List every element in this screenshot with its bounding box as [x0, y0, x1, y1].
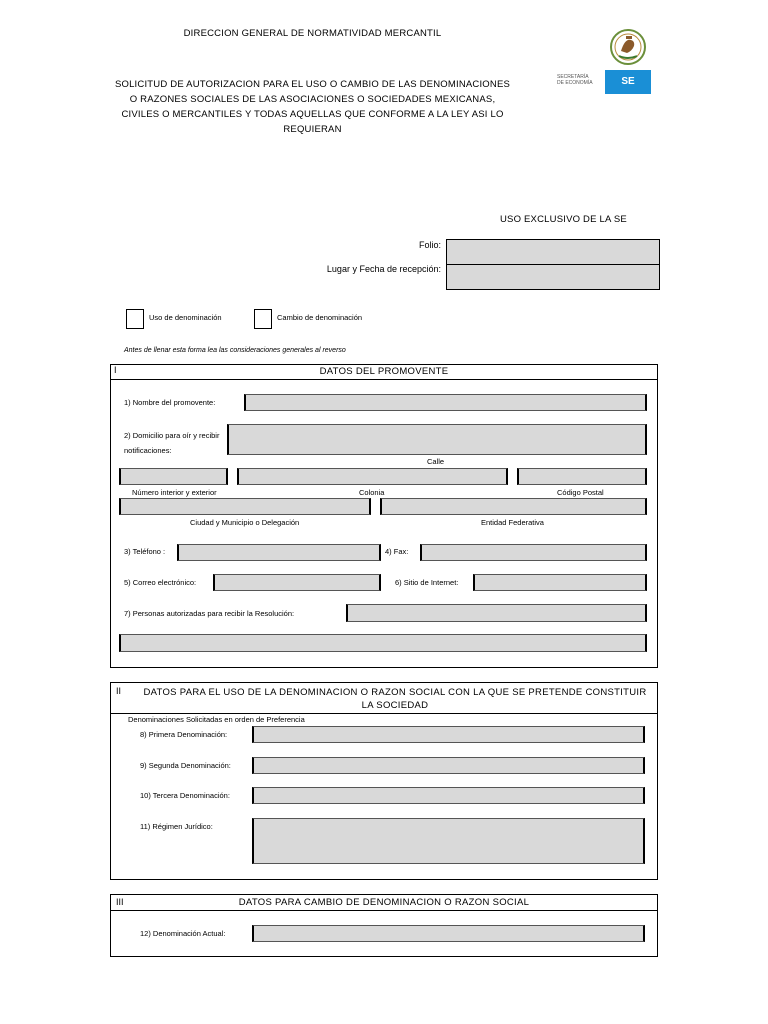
telefono-field[interactable]: [177, 544, 381, 561]
numero-field[interactable]: [119, 468, 228, 485]
lugar-fecha-field[interactable]: [447, 265, 659, 289]
notice-text: Antes de llenar esta forma lea las consideraciones generales al reverso: [124, 347, 346, 354]
ciudad-field[interactable]: [119, 498, 371, 515]
codigo-postal-field[interactable]: [517, 468, 647, 485]
section-2-number: II: [116, 686, 122, 696]
calle-label: Calle: [427, 457, 445, 466]
uso-denominacion-label: Uso de denominación: [149, 313, 222, 322]
cambio-denominacion-checkbox[interactable]: [254, 309, 272, 329]
uso-denominacion-checkbox[interactable]: [126, 309, 144, 329]
folio-field[interactable]: [447, 240, 659, 264]
title-line-4: REQUIERAN: [283, 124, 342, 135]
ciudad-label: Ciudad y Municipio o Delegación: [190, 518, 300, 527]
telefono-label: 3) Teléfono :: [124, 547, 166, 556]
title-line-3: CIVILES O MERCANTILES Y TODAS AQUELLAS QUE CONFORME A LA LEY ASI LO: [121, 109, 504, 120]
section-3-heading: DATOS PARA CAMBIO DE DENOMINACION O RAZON SOCIAL: [238, 897, 530, 908]
secretaria-text: SECRETARÍA DE ECONOMÍA: [557, 74, 593, 86]
codigo-postal-label: Código Postal: [557, 488, 604, 497]
colonia-label: Colonia: [359, 488, 385, 497]
title-line-2: O RAZONES SOCIALES DE LAS ASOCIACIONES O SOCIEDADES MEXICANAS,: [129, 94, 496, 105]
tercera-denominacion-label: 10) Tercera Denominación:: [140, 791, 230, 800]
section-3-number: III: [116, 897, 124, 907]
denominacion-actual-field[interactable]: [252, 925, 645, 942]
section-2-heading: DATOS PARA EL USO DE LA DENOMINACION O RAZON SOCIAL CON LA QUE SE PRETENDE CONSTITUIR LA SOCIEDAD: [143, 687, 647, 711]
cambio-denominacion-label: Cambio de denominación: [277, 313, 363, 322]
entidad-label: Entidad Federativa: [481, 518, 544, 527]
office-use-box: [446, 239, 660, 290]
folio-label: Folio:: [418, 240, 441, 250]
correo-field[interactable]: [213, 574, 381, 591]
denominacion-actual-label: 12) Denominación Actual:: [140, 929, 226, 938]
nombre-label: 1) Nombre del promovente:: [124, 398, 216, 407]
personas-autorizadas-field[interactable]: [346, 604, 647, 622]
title-line-1: SOLICITUD DE AUTORIZACION PARA EL USO O CAMBIO DE LAS DENOMINACIONES: [114, 79, 511, 90]
section-1-heading: DATOS DEL PROMOVENTE: [319, 366, 449, 377]
denominaciones-sub-label: Denominaciones Solicitadas en orden de Preferencia: [128, 715, 305, 724]
agency-name: DIRECCION GENERAL DE NORMATIVIDAD MERCANTIL: [183, 28, 442, 39]
sitio-internet-label: 6) Sitio de Internet:: [395, 578, 459, 587]
primera-denominacion-field[interactable]: [252, 726, 645, 743]
fax-field[interactable]: [420, 544, 647, 561]
section-1-number: I: [114, 365, 117, 375]
entidad-field[interactable]: [380, 498, 647, 515]
form-title: [95, 77, 530, 137]
regimen-juridico-field[interactable]: [252, 818, 645, 864]
nombre-field[interactable]: [244, 394, 647, 411]
domicilio-label: 2) Domicilio para oír y recibir notificaciones:: [124, 431, 220, 455]
secretaria-logo: [555, 24, 653, 96]
lugar-fecha-label: Lugar y Fecha de recepción:: [326, 264, 441, 274]
colonia-field[interactable]: [237, 468, 508, 485]
segunda-denominacion-label: 9) Segunda Denominación:: [140, 761, 231, 770]
tercera-denominacion-field[interactable]: [252, 787, 645, 804]
numero-label: Número interior y exterior: [132, 488, 217, 497]
fax-label: 4) Fax:: [385, 547, 409, 556]
office-use-heading: USO EXCLUSIVO DE LA SE: [500, 214, 627, 225]
mexican-coat-of-arms-icon: [605, 26, 651, 70]
segunda-denominacion-field[interactable]: [252, 757, 645, 774]
personas-autorizadas-field-2[interactable]: [119, 634, 647, 652]
personas-autorizadas-label: 7) Personas autorizadas para recibir la Resolución:: [124, 609, 295, 618]
se-badge: SE: [605, 70, 651, 94]
correo-label: 5) Correo electrónico:: [124, 578, 197, 587]
domicilio-field[interactable]: [227, 424, 647, 455]
primera-denominacion-label: 8) Primera Denominación:: [140, 730, 228, 739]
sitio-internet-field[interactable]: [473, 574, 647, 591]
regimen-juridico-label: 11) Régimen Jurídico:: [140, 822, 213, 831]
